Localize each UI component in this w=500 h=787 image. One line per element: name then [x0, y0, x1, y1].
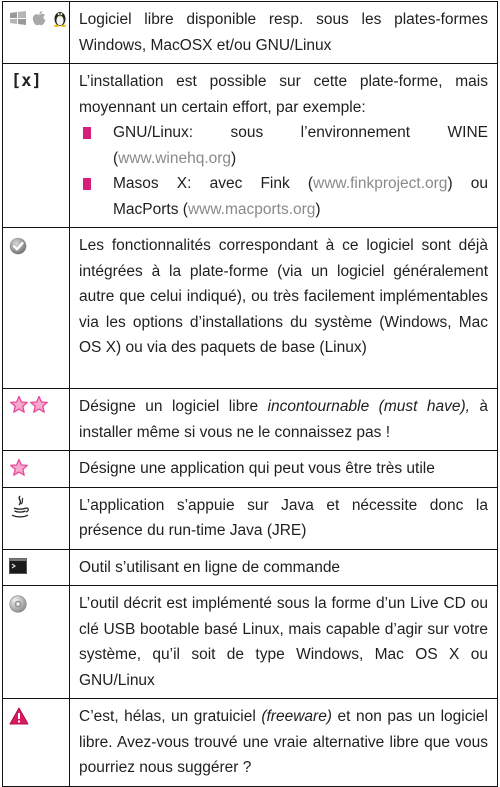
windows-logo-icon: [9, 10, 27, 26]
legend-text-freeware: C’est, hélas, un gratuiciel (freeware) et non pas un logiciel libre. Avez-vous trouvé une vraie alternative libre que vous pourriez nous suggérer ?: [70, 699, 498, 787]
must-have-emphasis: incontournable (must have),: [267, 398, 470, 415]
legend-icon-cell: [3, 699, 70, 787]
legend-text: Outil s’utilisant en ligne de commande: [70, 549, 498, 586]
bullet-icon: [83, 127, 91, 139]
java-icon: [9, 495, 31, 519]
checkmark-icon: [9, 237, 27, 255]
legend-text: Les fonctionnalités correspondant à ce logiciel sont déjà intégrées à la plate-forme (via un logiciel généralement autre que celui indiqué), ou très facilement implémentables via les options d’installations du système (Windows, Mac OS X) ou via des paquets de base (Linux): [70, 228, 498, 389]
legend-row-platforms: [3, 2, 498, 64]
legend-row-useful: [3, 451, 498, 488]
legend-text: L’application s’appuie sur Java et nécessite donc la présence du run-time Java (JRE): [70, 487, 498, 549]
legend-row-command-line: [3, 549, 498, 586]
legend-text: Désigne une application qui peut vous être très utile: [70, 451, 498, 488]
legend-row-effort: [3, 64, 498, 228]
tux-linux-icon: [52, 9, 68, 27]
warning-icon: [9, 707, 29, 725]
legend-icon-cell: [3, 228, 70, 389]
two-stars-icon: [9, 395, 49, 415]
finkproject-link[interactable]: www.finkproject.org: [313, 175, 448, 192]
star-icon: [9, 458, 29, 478]
legend-icon-cell: [3, 549, 70, 586]
legend-icon-cell: [3, 64, 70, 228]
legend-row-builtin: [3, 228, 498, 389]
freeware-emphasis: (freeware): [261, 708, 332, 725]
macports-link[interactable]: www.macports.org: [187, 200, 316, 218]
cd-icon: [9, 595, 27, 613]
example-list: [79, 120, 488, 222]
legend-row-live-cd: [3, 586, 498, 699]
legend-row-must-have: [3, 389, 498, 451]
example-item-linux: GNU/Linux: sous l’environnement WINE (www.winehq.org): [79, 120, 488, 171]
legend-row-freeware: [3, 699, 498, 787]
legend-text: Logiciel libre disponible resp. sous les plates-formes Windows, MacOSX et/ou GNU/Linux: [70, 2, 498, 64]
legend-text-effort: [70, 64, 498, 228]
legend-row-java: [3, 487, 498, 549]
terminal-icon: [9, 558, 27, 574]
bullet-icon: [83, 178, 91, 190]
legend-icon-cell: [3, 487, 70, 549]
legend-icon-cell: [3, 389, 70, 451]
legend-text-must-have: Désigne un logiciel libre incontournable (must have), à installer même si vous ne le connaissez pas !: [70, 389, 498, 451]
legend-text: L’outil décrit est implémenté sous la forme d’un Live CD ou clé USB bootable basé Linux, mais capable d’agir sur votre système, qu’il soit de type Windows, Mac OS X ou GNU/Linux: [70, 586, 498, 699]
apple-logo-icon: [31, 10, 47, 27]
legend-icon-cell: [3, 451, 70, 488]
example-item-mac: Masos X: avec Fink (www.finkproject.org) ou MacPorts (www.macports.org): [79, 171, 488, 222]
legend-table: [2, 1, 498, 787]
effort-intro: L’installation est possible sur cette plate-forme, mais moyennant un certain effort, par exemple:: [79, 73, 488, 116]
bracket-x-icon: [x]: [11, 71, 42, 91]
legend-icon-cell: [3, 2, 70, 64]
winehq-link[interactable]: www.winehq.org: [118, 149, 232, 167]
legend-icon-cell: [3, 586, 70, 699]
